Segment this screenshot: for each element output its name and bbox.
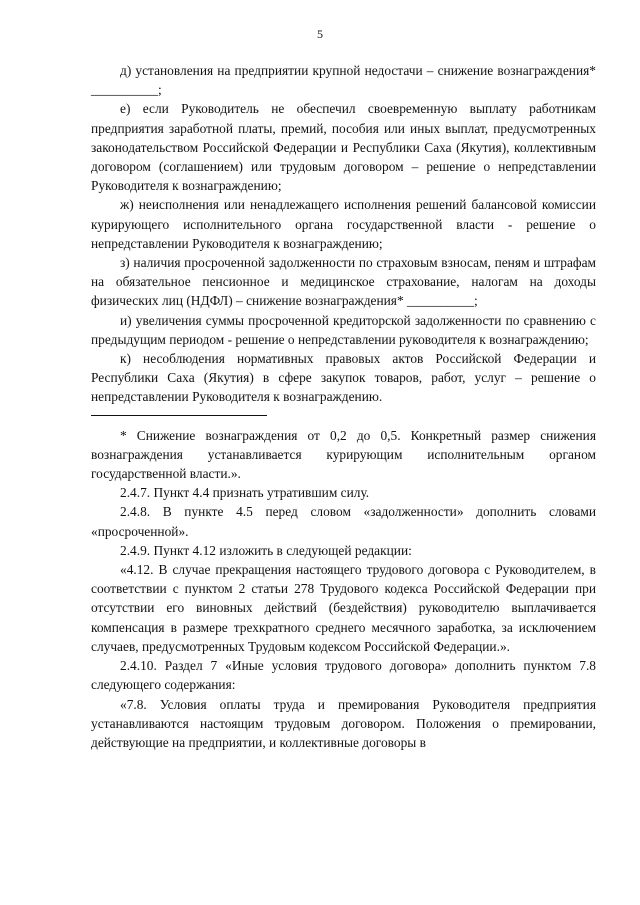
clause-d: д) установления на предприятии крупной недостачи – снижение вознаграждения* __________; [91,63,596,98]
clause-e: е) если Руководитель не обеспечил своевременную выплату работникам предприятия заработной платы, премий, пособия или иных выплат, предусмотренных законодательством Российской Федерации и Республики Саха (Якутия), коллективным договором (соглашением) или трудовым договором – решение о непредставлении Руководителя к вознаграждению; [91,101,596,194]
clause-k: к) несоблюдения нормативных правовых актов Российской Федерации и Республики Саха (Якутия) в сфере закупок товаров, работ, услуг – решение о непредставлении Руководителя к вознаграждению. [91,351,596,405]
amendment-2-4-9: 2.4.9. Пункт 4.12 изложить в следующей редакции: [120,542,412,558]
amendment-2-4-7: 2.4.7. Пункт 4.4 признать утратившим силу. [120,485,370,501]
amendment-2-4-8: 2.4.8. В пункте 4.5 перед словом «задолженности» дополнить словами «просроченной». [91,504,596,539]
footnote: * Снижение вознаграждения от 0,2 до 0,5. Конкретный размер снижения вознаграждения устанавливается курирующим исполнительным органом государственной власти.». [91,427,596,482]
amendment-4-12-text: «4.12. В случае прекращения настоящего трудового договора с Руководителем, в соответствии с пунктом 2 статьи 278 Трудового кодекса Российской Федерации при отсутствии его виновных действий (бездействия) руководителю выплачивается компенсация в размере трехкратного среднего месячного заработка, за исключением случаев, предусмотренных Трудовым кодексом Российской Федерации.». [91,562,596,654]
footnote-divider [91,415,267,416]
clause-z: з) наличия просроченной задолженности по страховым взносам, пеням и штрафам на обязательное пенсионное и медицинское страхование, налогам на доходы физических лиц (НДФЛ) – снижение вознаграждения* __________; [91,255,596,309]
amendment-7-8-text: «7.8. Условия оплаты труда и премирования Руководителя предприятия устанавливаются настоящим трудовым договором. Положения о премировании, действующие на предприятии, и коллективные договоры в [91,696,596,750]
clause-zh: ж) неисполнения или ненадлежащего исполнения решений балансовой комиссии курирующего исполнительного органа государственной власти - решение о непредставлении Руководителя к вознаграждению; [91,197,596,251]
amendment-2-4-10: 2.4.10. Раздел 7 «Иные условия трудового договора» дополнить пунктом 7.8 следующего содержания: [91,658,596,693]
document-body [91,61,596,752]
clause-i: и) увеличения суммы просроченной кредиторской задолженности по сравнению с предыдущим периодом - решение о непредставлении руководителя к вознаграждению; [91,312,596,347]
page-number: 5 [317,27,323,41]
